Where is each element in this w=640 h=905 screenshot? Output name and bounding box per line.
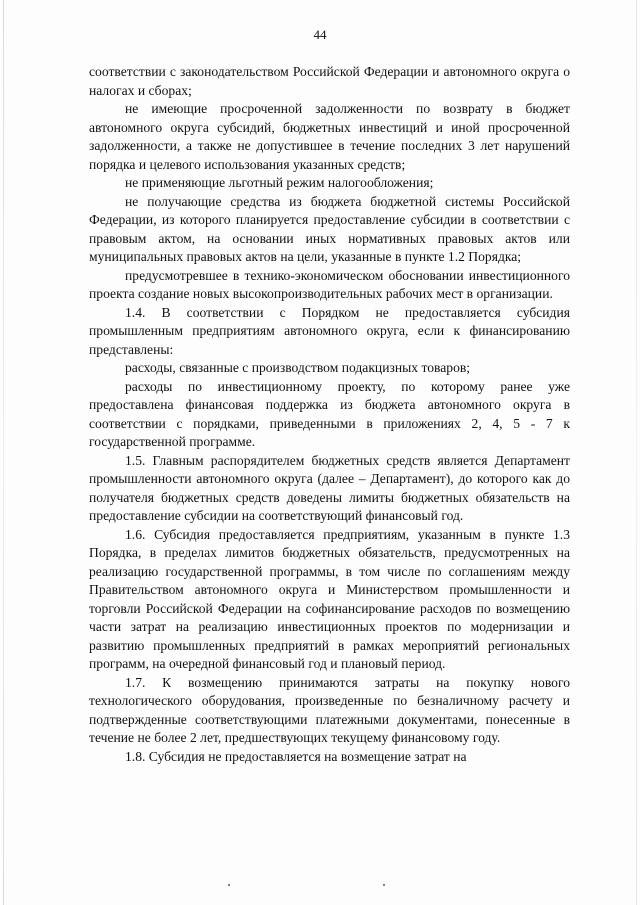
paragraph: 1.6. Субсидия предоставляется предприятиям, указанным в пункте 1.3 Порядка, в пределах лимитов бюджетных обязательств, предусмотренных на реализацию государственной программы, в том числе по соглашениям между Правительством автономного округа и Министерством промышленности и торговли Российской Федерации на софинансирование расходов по возмещению части затрат на реализацию инвестиционных проектов по модернизации и развитию промышленных предприятий в рамках мероприятий региональных программ, на очередной финансовый год и плановый период.	[89, 526, 570, 671]
scan-edge-left	[3, 0, 4, 905]
paragraph: 1.4. В соответствии с Порядком не предоставляется субсидия промышленным предприятиям автономного округа, если к финансированию представлены:	[89, 304, 570, 357]
paragraph: не получающие средства из бюджета бюджетной системы Российской Федерации, из которого планируется предоставление субсидии в соответствии с правовым актом, на основании иных нормативных правовых актов или муниципальных правовых актов на цели, указанные в пункте 1.2 Порядка;	[89, 193, 570, 264]
paragraph: расходы по инвестиционному проекту, по которому ранее уже предоставлена финансовая поддержка из бюджета автономного округа в соответствии с порядками, приведенными в приложениях 2, 4, 5 - 7 к государственной программе.	[89, 378, 570, 449]
paragraph: 1.8. Субсидия не предоставляется на возмещение затрат на	[125, 748, 467, 764]
document-body	[89, 63, 570, 766]
paragraph: не применяющие льготный режим налогообложения;	[125, 175, 434, 190]
scan-speck	[228, 884, 230, 886]
paragraph: соответствии с законодательством Российской Федерации и автономного округа о налогах и сборах;	[89, 64, 570, 98]
paragraph: предусмотревшее в технико-экономическом обосновании инвестиционного проекта создание новых высокопроизводительных рабочих мест в организации.	[89, 267, 570, 301]
scan-edge-right	[636, 0, 637, 905]
paragraph: не имеющие просроченной задолженности по возврату в бюджет автономного округа субсидий, бюджетных инвестиций и иной просроченной задолженности, а также не допустившее в течение последних 3 лет нарушений порядка и целевого использования указанных средств;	[89, 101, 570, 172]
page-number: 44	[313, 27, 327, 42]
paragraph: 1.7. К возмещению принимаются затраты на покупку нового технологического оборудования, произведенные по безналичному расчету и подтвержденные соответствующими платежными документами, понесенные в течение не более 2 лет, предшествующих текущему финансовому году.	[89, 674, 570, 745]
scan-speck	[383, 884, 385, 886]
paragraph: 1.5. Главным распорядителем бюджетных средств является Департамент промышленности автономного округа (далее – Департамент), до которого как до получателя бюджетных средств доведены лимиты бюджетных обязательств на предоставление субсидии на соответствующий финансовый год.	[89, 452, 570, 523]
paragraph: расходы, связанные с производством подакцизных товаров;	[125, 360, 471, 375]
